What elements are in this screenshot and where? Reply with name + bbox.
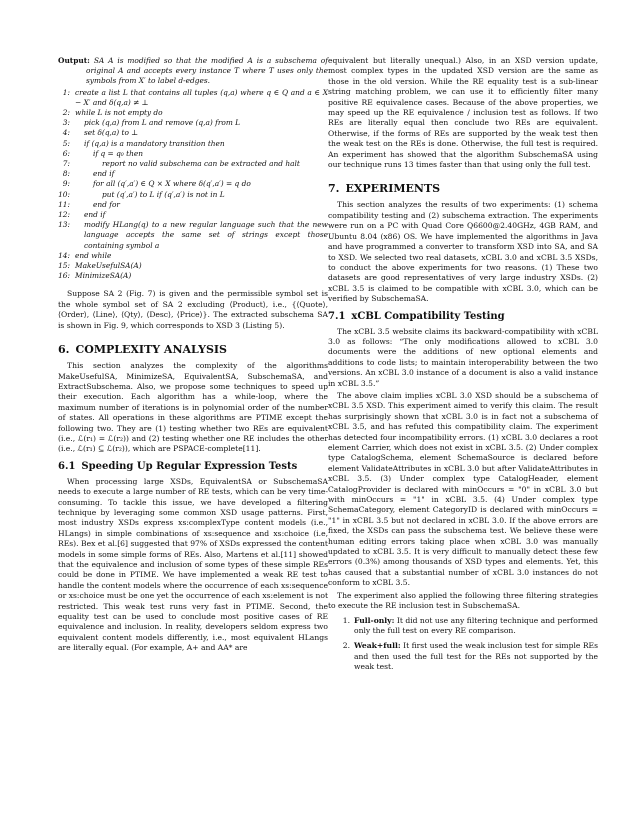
list-item-text: It did not use any filtering technique and performed only the full test on every RE comparison.	[354, 615, 599, 635]
list-item-body	[354, 616, 598, 637]
line-text: end for	[93, 199, 120, 209]
output-text: SA A is modified so that the modified A is a subschema of original A and accepts every instance T where T uses only the symbols from X′ to label d-edges.	[86, 56, 328, 86]
line-text: create a list L that contains all tuples (q,a) where q ∈ Q and a ∈ X − X′ and δ(q,a) ≠ ⊥	[75, 87, 328, 107]
algorithm-line	[58, 139, 328, 149]
algorithm-line	[58, 169, 328, 179]
algorithm-line	[58, 128, 328, 138]
section-7-1-heading	[328, 311, 598, 323]
algorithm-line	[58, 251, 328, 261]
continued-paragraph: equivalent but literally unequal.) Also, in an XSD version update, most complex types in the updated XSD version are the same as those in the old version. While the RE equality test is a sub-linear string matching problem, we can use it to efficiently filter many positive RE equivalence cases. Because of the above properties, we may speed up the RE equivalence / inclusion test as follows. If two REs are literally equal then conclude two REs are equivalent. Otherwise, if the forms of REs are supported by the weak test then the weak test on the REs is done. Otherwise, the full test is required. An experiment has showed that the algorithm SubschemaSA using our technique runs 13 times faster than that using only the full test.	[328, 56, 598, 170]
line-number: 11:	[58, 199, 70, 209]
algorithm-line	[58, 200, 328, 210]
line-number: 3:	[62, 118, 70, 128]
line-text: while L is not empty do	[75, 108, 163, 118]
list-item-text: It first used the weak inclusion test for simple REs and then used the full test for the REs not supported by the weak test.	[354, 641, 598, 672]
algorithm-line	[58, 118, 328, 128]
list-item-body	[354, 641, 598, 672]
strategy-list	[328, 616, 598, 673]
algorithm-line	[58, 190, 328, 200]
algorithm-lines	[58, 88, 328, 282]
algorithm-line	[58, 179, 328, 189]
right-column	[328, 56, 598, 678]
line-text: report no valid subschema can be extracted and halt	[102, 159, 300, 169]
algorithm-block	[58, 56, 328, 281]
line-number: 1:	[62, 87, 70, 97]
subsection-title: Speeding Up Regular Expression Tests	[81, 460, 298, 472]
algorithm-output	[58, 56, 328, 87]
subsection-title: xCBL Compatibility Testing	[351, 310, 505, 322]
line-number: 6:	[62, 148, 70, 158]
line-number: 5:	[62, 138, 70, 148]
subsection-number: 7.1	[328, 310, 346, 322]
algorithm-line	[58, 220, 328, 251]
line-text: MinimizeSA(A)	[75, 271, 132, 281]
line-number: 15:	[58, 261, 70, 271]
line-text: end if	[93, 169, 115, 179]
algorithm-line	[58, 159, 328, 169]
section-6-1-heading	[58, 461, 328, 473]
section-7-1-paragraph-3: The experiment also applied the following three filtering strategies to execute the RE inclusion test in SubschemaSA.	[328, 590, 598, 611]
list-item-number: 1.	[342, 615, 350, 625]
line-number: 4:	[62, 128, 70, 138]
list-item	[328, 616, 598, 637]
line-number: 9:	[62, 179, 70, 189]
paragraph-sa2: Suppose SA 2 (Fig. 7) is given and the permissible symbol set is the whole symbol set of SA 2 excluding ⟨Product⟩, i.e., {⟨Quote⟩, ⟨Order⟩, ⟨Line⟩, ⟨Qty⟩, ⟨Desc⟩, ⟨Price⟩}. The extracted subschema SA is shown in Fig. 9, which corresponds to XSD 3 (Listing 5).	[58, 289, 328, 330]
line-text: set δ(q,a) to ⊥	[84, 128, 139, 138]
line-text: MakeUsefulSA(A)	[75, 261, 142, 271]
section-title: COMPLEXITY ANALYSIS	[75, 343, 227, 357]
line-text: if (q,a) is a mandatory transition then	[84, 138, 225, 148]
subsection-number: 6.1	[58, 460, 76, 472]
output-label: Output:	[58, 56, 90, 65]
line-text: end if	[84, 210, 106, 220]
line-text: for all (q′,a′) ∈ Q × X where δ(q′,a′) = q do	[93, 179, 251, 189]
algorithm-line	[58, 88, 328, 108]
list-item-number: 2.	[342, 641, 350, 651]
algorithm-line	[58, 261, 328, 271]
line-text: pick (q,a) from L and remove (q,a) from L	[84, 118, 241, 128]
line-text: modify HLang(q) to a new regular language such that the new language accepts the same set of strings except those containing symbol a	[84, 220, 328, 250]
section-7-paragraph: This section analyzes the results of two experiments: (1) schema compatibility testing and (2) subschema extraction. The experiments were run on a PC with Quad Core Q6600@2.40GHz, 4GB RAM, and Ubuntu 8.04 (x86) OS. We have implemented the algorithms in Java and have programmed a converter to transform XSD into SA, and SA to XSD. We selected two real datasets, xCBL 3.0 and xCBL 3.5 XSDs, to conduct the above experiments for two reasons. (1) These two datasets are good representatives of very large industry XSDs. (2) xCBL 3.5 is claimed to be compatible with xCBL 3.0, which can be verified by SubschemaSA.	[328, 200, 598, 304]
algorithm-line	[58, 271, 328, 281]
section-7-1-paragraph-2: The above claim implies xCBL 3.0 XSD should be a subschema of xCBL 3.5 XSD. This experiment aimed to verify this claim. The result has surprisingly shown that xCBL 3.0 is in fact not a subschema of xCBL 3.5, and has refuted this compatibility claim. The experiment has detected four incompatibility errors. (1) xCBL 3.0 declares a root element Carrier, which does not exist in xCBL 3.5. (2) Under complex type CatalogSchema, element SchemaSource is declared before element ValidateAttributes in xCBL 3.0 but after ValidateAttributes in xCBL 3.5. (3) Under complex type CatalogHeader, element CatalogProvider is declared with minOccurs = "0" in xCBL 3.0 but with minOccurs = "1" in xCBL 3.5. (4) Under complex type SchemaCategory, element CategoryID is declared with minOccurs = "1" in xCBL 3.5 but not declared in xCBL 3.0. If the above errors are fixed, the XSDs can pass the subschema test. We believe these were human editing errors taking place when xCBL 3.0 was manually updated to xCBL 3.5. It is very difficult to manually detect these few errors (0.3%) among thousands of XSD types and elements. Yet, this has caused that a substantial number of xCBL 3.0 instances do not conform to xCBL 3.5.	[328, 390, 598, 588]
left-column	[58, 56, 328, 656]
line-number: 10:	[58, 189, 70, 199]
line-number: 12:	[58, 210, 70, 220]
section-7-1-paragraph-1: The xCBL 3.5 website claims its backward-compatibility with xCBL 3.0 as follows: “The only modifications allowed to xCBL 3.0 documents were the additions of new optional elements and additions to code lists; to maintain interoperability between the two versions. An xCBL 3.0 instance of a document is also a valid instance in xCBL 3.5.”	[328, 326, 598, 388]
list-item-label: Full-only:	[354, 615, 395, 625]
line-number: 13:	[58, 220, 70, 230]
list-item-label: Weak+full:	[354, 641, 401, 651]
algorithm-line	[58, 149, 328, 159]
section-6-heading	[58, 343, 328, 356]
line-number: 16:	[58, 271, 70, 281]
line-number: 7:	[62, 159, 70, 169]
algorithm-line	[58, 108, 328, 118]
section-6-1-paragraph: When processing large XSDs, EquivalentSA or SubschemaSA needs to execute a large number of RE tests, which can be very time-consuming. To tackle this issue, we have developed a filtering technique by leveraging some common XSD usage patterns. First, most industry XSDs express xs:complexType content models (i.e., HLangs) in simple combinations of xs:sequence and xs:choice (i.e, REs). Bex et al.[6] suggested that 97% of XSDs expressed the content models in some simple forms of REs. Also, Martens et al.[11] showed that the equivalence and inclusion of some types of these simple REs could be done in PTIME. We have implemented a weak RE test to handle the content models where the occurrence of each xs:sequence or xs:choice must be one yet the occurrence of each xs:element is not restricted. This weak test runs very fast in PTIME. Second, the equality test can be used to conclude most positive cases of RE equivalence and inclusion. In reality, developers seldom express two equivalent content models differently, i.e., most equivalent HLangs are literally equal. (For example, A+ and AA* are	[58, 476, 328, 653]
line-text: put (q′,a′) to L if (q′,a′) is not in L	[102, 189, 225, 199]
line-number: 2:	[62, 108, 70, 118]
section-6-paragraph: This section analyzes the complexity of the algorithms MakeUsefulSA, MinimizeSA, EquivalentSA, SubschemaSA, and ExtractSubschema. Also, we propose some techniques to speed up their execution. Each algorithm has a while-loop, where the maximum number of iterations is in polynomial order of the number of states. All operations in these algorithms are PTIME except the following two. They are (1) testing whether two REs are equivalent (i.e., ℒ(r₁) = ℒ(r₂)) and (2) testing whether one RE includes the other (i.e., ℒ(r₁) ⊆ ℒ(r₂)), which are PSPACE-complete[11].	[58, 361, 328, 454]
list-item	[328, 641, 598, 672]
line-number: 14:	[58, 250, 70, 260]
line-text: end while	[75, 250, 112, 260]
section-number: 7.	[328, 182, 340, 196]
section-title: EXPERIMENTS	[345, 182, 441, 196]
algorithm-line	[58, 210, 328, 220]
line-text: if q = q₀ then	[93, 148, 143, 158]
section-number: 6.	[58, 343, 70, 357]
line-number: 8:	[62, 169, 70, 179]
section-7-heading	[328, 182, 598, 195]
